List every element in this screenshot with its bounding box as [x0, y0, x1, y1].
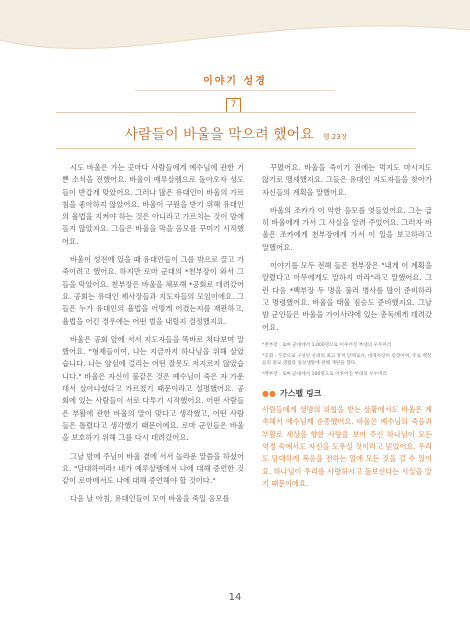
footnote: *천부장 : 로마 군대에서 1,000명으로 이루어진 부대의 우두머리	[262, 342, 392, 348]
footnote: *공회 : 가장으로 구성된 유대의 최고 통치 단체로서, 대제사장이 의장이며, 주로 백성들의 종교 생활과 일상생활에 관해 재판을 했다.	[262, 353, 432, 366]
scripture-reference: 행 23장	[322, 133, 348, 141]
page-number: 14	[228, 592, 242, 603]
gospel-link-heading	[262, 388, 432, 400]
bullet-dots-icon: ●●	[262, 388, 276, 398]
paragraph: 바울의 조카가 이 악한 음모를 엿들었어요. 그는 급히 바울에게 가서 그 사실을 알려 주었어요. 그러자 바울은 조카에게 천부장에게 가서 이 일을 보고하라고 말했어요.	[262, 205, 432, 252]
header-wave-decoration	[0, 0, 470, 62]
gospel-link-title: 가스펠 링크	[279, 388, 322, 398]
footnote: *백부장 : 로마 군대에서 100명으로 이루어진 부대의 우두머리	[262, 371, 387, 377]
page-title: 사람들이 바울을 막으려 했어요	[124, 127, 314, 143]
left-column	[62, 162, 244, 512]
paragraph: 이야기를 모두 전해 들은 천부장은 "내게 이 계획을 알렸다고 아무에게도 말하지 마라"라고 말했어요. 그런 다음 *백부장 두 명을 불러 병사를 많이 준비하라고 명령했어요. 바울을 태울 짐승도 준비했지요. 그날 밤 군인들은 바울을 가이사랴에 있는 총독에게 데려갔어요.	[262, 261, 432, 332]
chapter-number: 7	[226, 98, 241, 113]
title-bottom-rule	[56, 148, 416, 149]
series-divider	[135, 90, 335, 91]
paragraph: 시도 바울은 가는 곳마다 사람들에게 예수님에 관한 기쁜 소식을 전했어요. 바울이 예루살렘으로 돌아오자 성도들이 반갑게 맞았어요. 그러나 많은 유대인이 바울의 가르침을 좋아하지 않았어요. 바울이 구원을 받기 위해 유대인의 율법을 지켜야 하는 것은 아니라고 가르치는 것이 맘에 들지 않았지요. 그들은 바울을 막을 음모를 꾸미기 시작했어요.	[62, 163, 244, 246]
title-block	[56, 124, 416, 144]
series-title: 이야기 성경	[203, 76, 267, 87]
right-column	[262, 162, 432, 490]
title-top-rule	[56, 112, 416, 113]
gospel-link-text: 사람들에게 생명의 위협을 받는 상황에서도 바울은 계속해서 예수님께 순종했어요. 바울은 예수님의 죽음과 부활로 세상을 향한 사랑을 보여 주신 하나님이 모든 역경 속에서도 자신을 도우실 것이라고 믿었어요. 우리도 담대하게 복음을 전하는 일에 모든 것을 걸 수 있어요. 하나님이 우리를 사랑하시고 돌보신다는 사실을 알기 때문이에요.	[262, 405, 432, 488]
paragraph: 그날 밤에 주님이 바울 곁에 서서 놀라운 말씀을 하셨어요. "담대하여라! 네가 예루살렘에서 나에 대해 증언한 것 같이 로마에서도 나에 대해 증언해야 할 것이다."	[62, 451, 244, 486]
paragraph: 바울은 공회 앞에 서서 지도자들을 똑바로 쳐다보며 말했어요. "형제들이여, 나는 지금까지 하나님을 위해 살았습니다. 나는 양심에 걸리는 어떤 잘못도 저지르지 않았습니다." 바울은 자신이 불같은 것은 예수님이 죽은 자 가운데서 살아나셨다고 가르쳤기 때문이라고 설명했어요. 공회에 있는 사람들이 서로 다투기 시작했어요. 어떤 사람들은 부활에 관한 바울의 말이 맞다고 생각했고, 어떤 사람들은 틀렸다고 생각했기 때문이에요. 로마 군인들은 바울을 보호하기 위해 그를 다시 데려갔어요.	[62, 334, 244, 443]
paragraph: 바울이 성전에 있을 때 유대인들이 그를 밖으로 끌고 가 죽이려고 했어요. 하지만 로마 군대의 *천부장이 와서 그들을 막았어요. 천부장은 바울을 체포해 *공회로 데려갔어요. 공회는 유대인 제사장들과 지도자들의 모임이에요. 그들은 누가 유대인의 율법을 어떻게 어겼는지를 재판하고, 율법을 어긴 경우에는 어떤 벌을 내릴지 결정했지요.	[62, 255, 245, 326]
paragraph: 다음 날 아침, 유대인들이 모여 바울을 죽일 음모를	[70, 494, 230, 504]
footnotes	[262, 342, 432, 378]
paragraph: 꾸몄어요. 바울을 죽이기 전에는 먹지도 마시지도 않기로 맹세했지요. 그들은 유대인 지도자들을 찾아가 자신들의 계획을 말했어요.	[262, 163, 432, 197]
